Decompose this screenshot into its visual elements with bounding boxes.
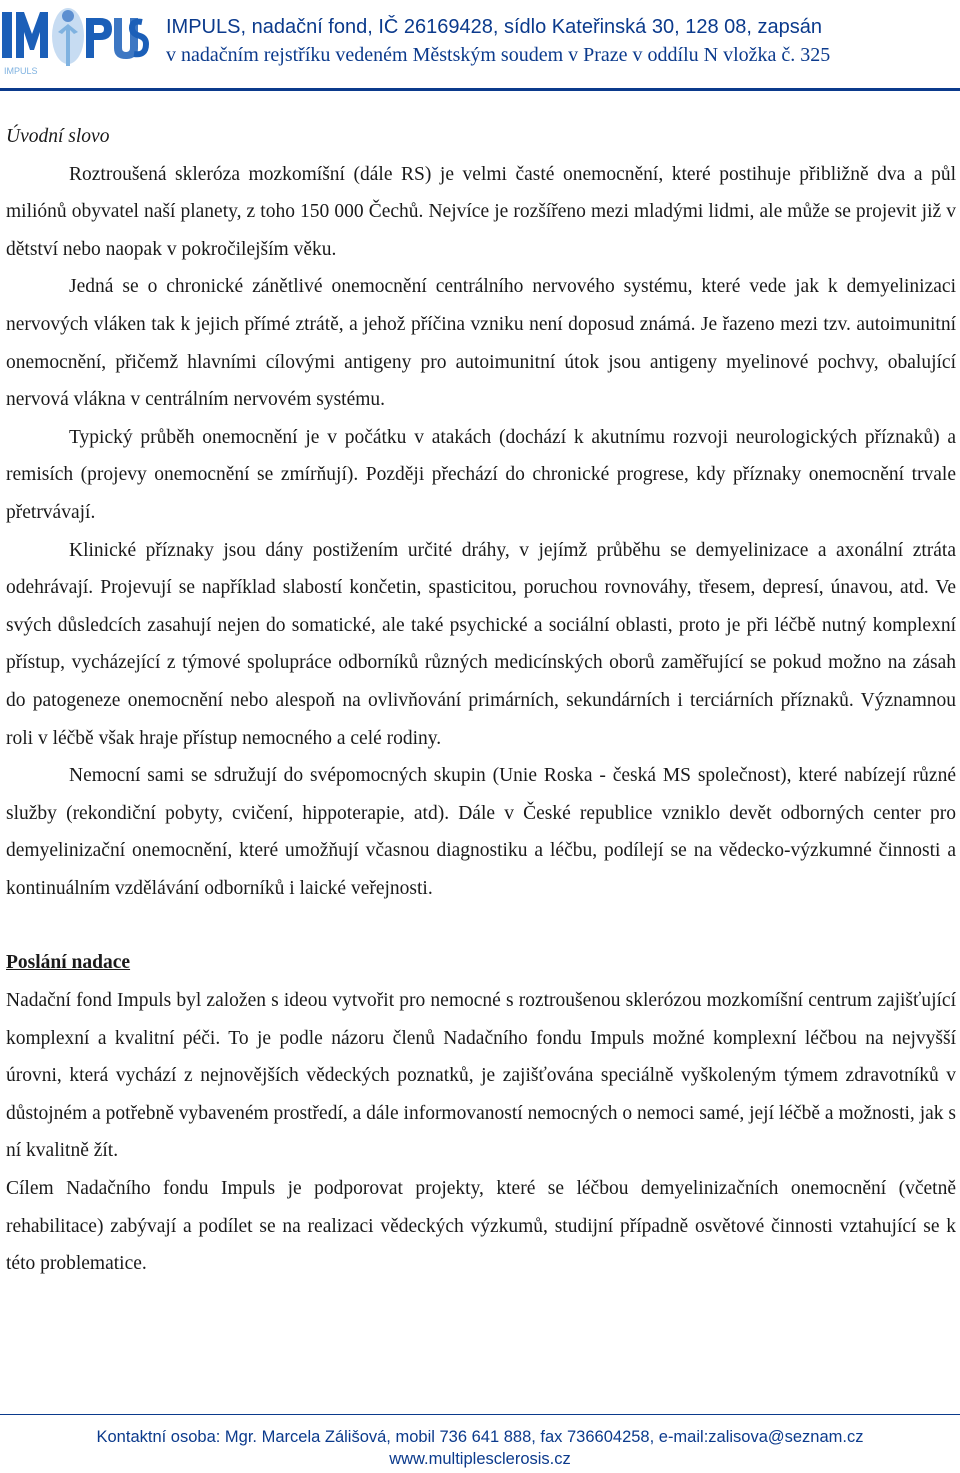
mission-heading: Poslání nadace: [6, 952, 131, 974]
letterhead: [0, 0, 960, 90]
mission-paragraph: Cílem Nadačního fondu Impuls je podporovat projekty, které se léčbou demyelinizačních onemocnění (včetně rehabilitace) zabývají a podílet se na realizaci vědeckých výzkumů, studijní případně osvětové činnosti vztahující se k této problematice.: [6, 1178, 956, 1275]
intro-heading: Úvodní slovo: [6, 126, 110, 147]
intro-paragraph: Typický průběh onemocnění je v počátku v atakách (dochází k akutnímu rozvoji neurologických příznaků) a remisích (projevy onemocnění se zmírňují). Později přechází do chronické progrese, kdy příznaky onemocnění trvale přetrvávají.: [6, 426, 956, 523]
header-line-2: v nadačním rejstříku vedeném Městským soudem v Praze v oddílu N vložka č. 325: [166, 44, 831, 66]
footer-contact: Kontaktní osoba: Mgr. Marcela Zálišová, mobil 736 641 888, fax 736604258, e-mail:zalisova@seznam.cz: [96, 1428, 864, 1446]
header-divider: [0, 88, 960, 91]
header-line-1: IMPULS, nadační fond, IČ 26169428, sídlo Kateřinská 30, 128 08, zapsán: [166, 16, 822, 38]
intro-paragraph: Jedná se o chronické zánětlivé onemocnění centrálního nervového systému, které vede jak k demyelinizaci nervových vláken tak k jejich přímé ztrátě, a jehož příčina vzniku není doposud známá. Je řazeno mezi tzv. autoimunitní onemocnění, přičemž hlavními cílovými antigeny pro autoimunitní útok jsou antigeny myelinové pochvy, obalující nervová vlákna v centrálním nervovém systému.: [6, 276, 956, 411]
intro-paragraph: Klinické příznaky jsou dány postižením určité dráhy, v jejímž průběhu se demyelinizace a axonální ztráta odehrávají. Projevují se například slabostí končetin, spasticitou, poruchou rovnováhy, třesem, depresí, únavou, atd. Ve svých důsledcích zasahují nejen do somatické, ale také psychické a sociální oblasti, proto je při léčbě nutný komplexní přístup, vycházející z týmové spolupráce odborníků různých medicínských oborů zaměřující se pokud možno na zásah do patogeneze onemocnění nebo alespoň na ovlivňování primárních, sekundárních i terciárních příznaků. Významnou roli v léčbě však hraje přístup nemocného a celé rodiny.: [6, 539, 956, 749]
footer-website-link[interactable]: www.multiplesclerosis.cz: [389, 1450, 571, 1468]
intro-paragraph: Roztroušená skleróza mozkomíšní (dále RS) je velmi časté onemocnění, které postihuje přibližně dva a půl miliónů obyvatel naší planety, z toho 150 000 Čechů. Nejvíce je rozšířeno mezi mladými lidmi, ale může se projevit již v dětství nebo naopak v pokročilejším věku.: [6, 163, 956, 260]
footer-divider: [0, 1414, 960, 1415]
logo-tagline: IMPULS: [4, 66, 38, 76]
document-body: [6, 118, 956, 1283]
intro-paragraph: Nemocní sami se sdružují do svépomocných skupin (Unie Roska - česká MS společnost), které nabízejí různé služby (rekondiční pobyty, cvičení, hippoterapie, atd). Dále v České republice vzniklo devět odborných center pro demyelinizační onemocnění, které umožňují včasnou diagnostiku a léčbu, podílejí se na vědecko-výzkumné činnosti a kontinuálním vzdělávání odborníků i laické veřejnosti.: [6, 765, 956, 899]
mission-paragraph: Nadační fond Impuls byl založen s ideou vytvořit pro nemocné s roztroušenou sklerózou mozkomíšní centrum zajišťující komplexní a kvalitní péči. To je podle názoru členů Nadačního fondu Impuls možné komplexní léčbou na nejvyšší úrovni, která vychází z nejnovějších vědeckých poznatků, je zajišťována speciálně vyškoleným týmem zdravotníků v důstojném a potřebně vybaveném prostředí, a dále informovaností nemocných o nemoci samé, její léčbě a možnosti, jak s ní kvalitně žít.: [6, 990, 956, 1162]
impuls-logo: [0, 4, 150, 78]
